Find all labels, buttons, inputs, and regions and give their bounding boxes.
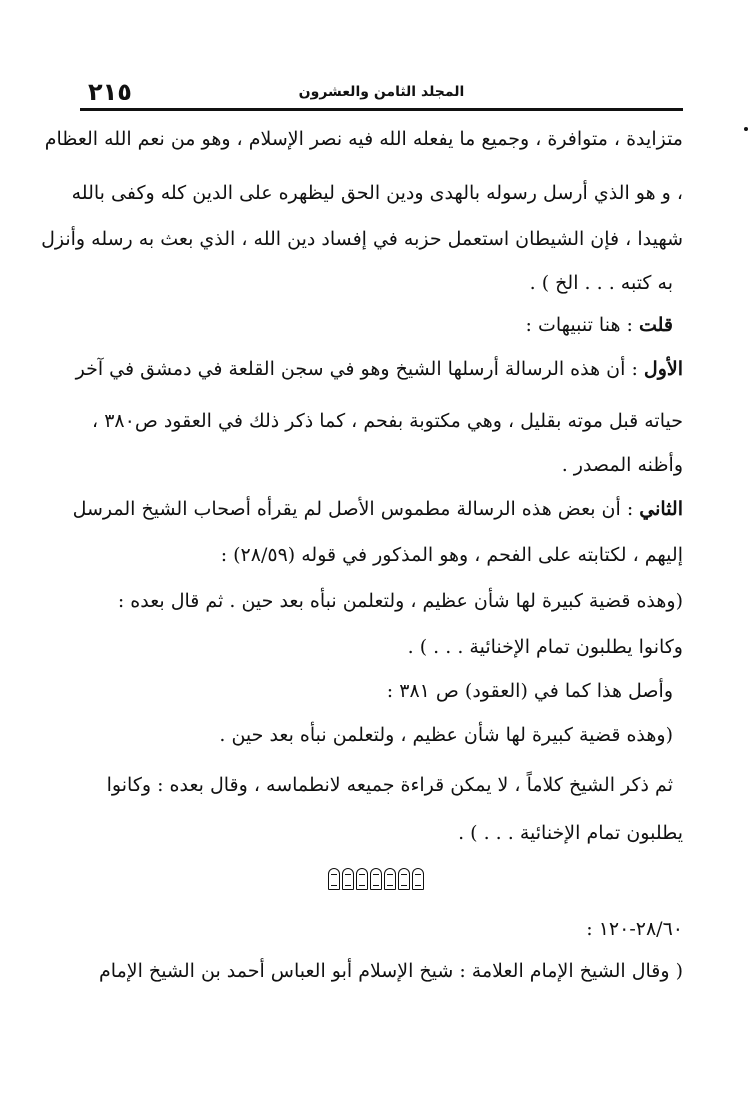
- body-line: شهيدا ، فإن الشيطان استعمل حزبه في إفساد دين الله ، الذي بعث به رسله وأنزل: [41, 228, 683, 250]
- note-heading: قلت: [638, 314, 673, 336]
- header-rule: [80, 108, 683, 111]
- page-number: ٢١٥: [88, 78, 132, 106]
- section-reference: ٢٨/٦٠-١٢٠ :: [586, 918, 683, 940]
- ornament-glyph: [328, 868, 340, 890]
- body-line: وأظنه المصدر .: [561, 454, 683, 476]
- body-line: ، و هو الذي أرسل رسوله بالهدى ودين الحق ليظهره على الدين كله وكفى بالله: [71, 182, 683, 204]
- body-line: يطلبون تمام الإخنائية . . . ) .: [458, 822, 683, 844]
- section-divider-ornament: [328, 868, 424, 890]
- ornament-glyph: [398, 868, 410, 890]
- ornament-glyph: [384, 868, 396, 890]
- body-line: وكانوا يطلبون تمام الإخنائية . . . ) .: [407, 636, 683, 658]
- body-line: الأول : أن هذه الرسالة أرسلها الشيخ وهو في سجن القلعة في دمشق في آخر: [75, 358, 683, 380]
- second-note-heading: الثاني: [639, 498, 683, 520]
- body-line: متزايدة ، متوافرة ، وجميع ما يفعله الله فيه نصر الإسلام ، وهو من نعم الله العظام: [44, 128, 683, 150]
- body-line: قلت : هنا تنبيهات :: [525, 314, 673, 336]
- body-line: إليهم ، لكتابته على الفحم ، وهو المذكور في قوله (٢٨/٥٩) :: [220, 544, 683, 566]
- ornament-glyph: [412, 868, 424, 890]
- body-line: (وهذه قضية كبيرة لها شأن عظيم ، ولتعلمن نبأه بعد حين .: [219, 724, 673, 746]
- ornament-glyph: [370, 868, 382, 890]
- body-line: ثم ذكر الشيخ كلاماً ، لا يمكن قراءة جميعه لانطماسه ، وقال بعده : وكانوا: [106, 774, 673, 796]
- ornament-glyph: [356, 868, 368, 890]
- body-line: وأصل هذا كما في (العقود) ص ٣٨١ :: [386, 680, 673, 702]
- volume-title: المجلد الثامن والعشرون: [298, 84, 465, 100]
- body-line: ( وقال الشيخ الإمام العلامة : شيخ الإسلام أبو العباس أحمد بن الشيخ الإمام: [99, 960, 683, 982]
- body-line: الثاني : أن بعض هذه الرسالة مطموس الأصل لم يقرأه أصحاب الشيخ المرسل: [72, 498, 683, 520]
- page-header: [80, 78, 683, 108]
- ornament-glyph: [342, 868, 354, 890]
- margin-dot: [744, 127, 748, 131]
- body-line: (وهذه قضية كبيرة لها شأن عظيم ، ولتعلمن نبأه بعد حين . ثم قال بعده :: [117, 590, 683, 612]
- first-note-heading: الأول: [643, 358, 683, 380]
- body-line: حياته قبل موته بقليل ، وهي مكتوبة بفحم ، كما ذكر ذلك في العقود ص٣٨٠ ،: [92, 410, 683, 432]
- body-line: به كتبه . . . الخ ) .: [529, 272, 673, 294]
